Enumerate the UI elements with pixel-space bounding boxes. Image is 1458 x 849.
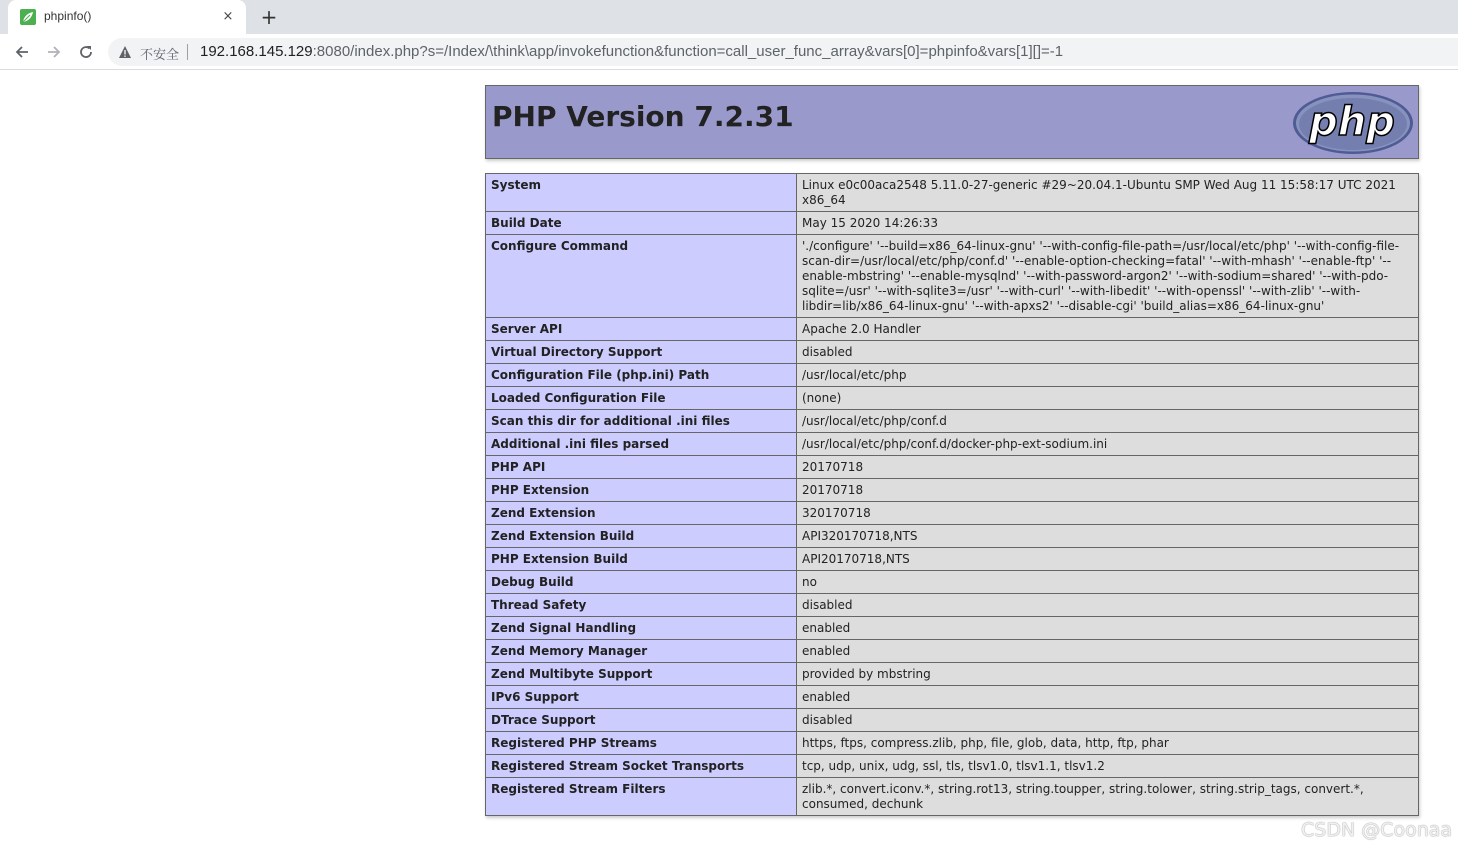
setting-name: Build Date bbox=[486, 212, 797, 235]
php-logo[interactable] bbox=[1292, 91, 1414, 155]
setting-name: Additional .ini files parsed bbox=[486, 433, 797, 456]
watermark: CSDN @Coonaa bbox=[1301, 819, 1453, 841]
setting-name: Zend Extension bbox=[486, 502, 797, 525]
setting-name: System bbox=[486, 174, 797, 212]
reload-button[interactable] bbox=[74, 40, 98, 64]
setting-name: Thread Safety bbox=[486, 594, 797, 617]
table-row bbox=[486, 571, 1419, 594]
url-path: :8080/index.php?s=/Index/\think\app/invokefunction&function=call_user_func_array&vars[0]=phpinfo&vars[1][]=-1 bbox=[312, 43, 1064, 60]
setting-value: zlib.*, convert.iconv.*, string.rot13, string.toupper, string.tolower, string.strip_tags, convert.*, consumed, dechunk bbox=[797, 778, 1419, 816]
address-bar[interactable] bbox=[108, 38, 1458, 66]
setting-name: Zend Multibyte Support bbox=[486, 663, 797, 686]
setting-name: Virtual Directory Support bbox=[486, 341, 797, 364]
table-row bbox=[486, 235, 1419, 318]
table-row bbox=[486, 525, 1419, 548]
close-icon[interactable]: × bbox=[222, 8, 234, 24]
table-row bbox=[486, 617, 1419, 640]
setting-name: Registered Stream Filters bbox=[486, 778, 797, 816]
setting-name: PHP Extension Build bbox=[486, 548, 797, 571]
setting-value: /usr/local/etc/php/conf.d bbox=[797, 410, 1419, 433]
php-logo-text: php bbox=[1309, 99, 1395, 145]
table-row bbox=[486, 433, 1419, 456]
setting-value: tcp, udp, unix, udg, ssl, tls, tlsv1.0, tlsv1.1, tlsv1.2 bbox=[797, 755, 1419, 778]
url-text[interactable] bbox=[200, 43, 1063, 60]
setting-value: 320170718 bbox=[797, 502, 1419, 525]
phpinfo-table-body bbox=[486, 174, 1419, 816]
setting-value: enabled bbox=[797, 617, 1419, 640]
phpinfo-content bbox=[485, 85, 1419, 811]
setting-value: /usr/local/etc/php bbox=[797, 364, 1419, 387]
tab-phpinfo[interactable] bbox=[8, 0, 246, 34]
setting-name: Configuration File (php.ini) Path bbox=[486, 364, 797, 387]
setting-name: Registered PHP Streams bbox=[486, 732, 797, 755]
table-row bbox=[486, 594, 1419, 617]
address-separator bbox=[187, 44, 188, 60]
table-row bbox=[486, 174, 1419, 212]
warning-triangle-icon bbox=[118, 45, 132, 59]
leaf-icon bbox=[20, 9, 36, 25]
setting-value: enabled bbox=[797, 640, 1419, 663]
setting-name: Registered Stream Socket Transports bbox=[486, 755, 797, 778]
setting-name: Configure Command bbox=[486, 235, 797, 318]
setting-name: Zend Memory Manager bbox=[486, 640, 797, 663]
setting-value: disabled bbox=[797, 709, 1419, 732]
setting-value: disabled bbox=[797, 341, 1419, 364]
table-row bbox=[486, 778, 1419, 816]
setting-value: disabled bbox=[797, 594, 1419, 617]
setting-value: './configure' '--build=x86_64-linux-gnu' '--with-config-file-path=/usr/local/etc/php' '--with-config-file-scan-dir=/usr/local/etc/php/conf.d' '--enable-option-checking=fatal' '--with-mhash' '--enable-ftp' '--enable-mbstring' '--enable-mysqlnd' '--with-password-argon2' '--with-sodium=shared' '--with-pdo-sqlite=/usr' '--with-sqlite3=/usr' '--with-curl' '--with-libedit' '--with-openssl' '--with-zlib' '--with-libdir=lib/x86_64-linux-gnu' '--with-apxs2' '--disable-cgi' 'build_alias=x86_64-linux-gnu' bbox=[797, 235, 1419, 318]
table-row bbox=[486, 502, 1419, 525]
table-row bbox=[486, 686, 1419, 709]
reload-icon bbox=[77, 43, 95, 61]
table-row bbox=[486, 548, 1419, 571]
setting-value: May 15 2020 14:26:33 bbox=[797, 212, 1419, 235]
table-row bbox=[486, 410, 1419, 433]
tab-strip bbox=[0, 0, 1458, 34]
arrow-right-icon bbox=[45, 43, 63, 61]
setting-name: DTrace Support bbox=[486, 709, 797, 732]
table-row bbox=[486, 212, 1419, 235]
url-host: 192.168.145.129 bbox=[200, 43, 313, 60]
table-row bbox=[486, 387, 1419, 410]
table-row bbox=[486, 663, 1419, 686]
phpinfo-table bbox=[485, 173, 1419, 816]
arrow-left-icon bbox=[13, 43, 31, 61]
browser-toolbar bbox=[0, 34, 1458, 70]
page-title: PHP Version 7.2.31 bbox=[492, 100, 794, 133]
setting-value: Apache 2.0 Handler bbox=[797, 318, 1419, 341]
setting-name: Zend Signal Handling bbox=[486, 617, 797, 640]
table-row bbox=[486, 341, 1419, 364]
table-row bbox=[486, 456, 1419, 479]
table-row bbox=[486, 364, 1419, 387]
setting-value: 20170718 bbox=[797, 479, 1419, 502]
forward-button[interactable] bbox=[42, 40, 66, 64]
tab-title: phpinfo() bbox=[44, 9, 92, 23]
setting-name: Scan this dir for additional .ini files bbox=[486, 410, 797, 433]
table-row bbox=[486, 479, 1419, 502]
setting-value: no bbox=[797, 571, 1419, 594]
setting-value: API20170718,NTS bbox=[797, 548, 1419, 571]
setting-value: (none) bbox=[797, 387, 1419, 410]
setting-name: IPv6 Support bbox=[486, 686, 797, 709]
setting-name: Zend Extension Build bbox=[486, 525, 797, 548]
back-button[interactable] bbox=[10, 40, 34, 64]
table-row bbox=[486, 640, 1419, 663]
new-tab-button[interactable]: + bbox=[260, 5, 278, 29]
table-row bbox=[486, 318, 1419, 341]
setting-name: PHP Extension bbox=[486, 479, 797, 502]
php-version-header bbox=[485, 85, 1419, 159]
setting-name: Debug Build bbox=[486, 571, 797, 594]
setting-name: PHP API bbox=[486, 456, 797, 479]
table-row bbox=[486, 755, 1419, 778]
setting-name: Server API bbox=[486, 318, 797, 341]
setting-name: Loaded Configuration File bbox=[486, 387, 797, 410]
table-row bbox=[486, 732, 1419, 755]
setting-value: /usr/local/etc/php/conf.d/docker-php-ext-sodium.ini bbox=[797, 433, 1419, 456]
setting-value: Linux e0c00aca2548 5.11.0-27-generic #29~20.04.1-Ubuntu SMP Wed Aug 11 15:58:17 UTC 2021 x86_64 bbox=[797, 174, 1419, 212]
setting-value: provided by mbstring bbox=[797, 663, 1419, 686]
setting-value: 20170718 bbox=[797, 456, 1419, 479]
setting-value: https, ftps, compress.zlib, php, file, glob, data, http, ftp, phar bbox=[797, 732, 1419, 755]
setting-value: enabled bbox=[797, 686, 1419, 709]
security-label[interactable]: 不安全 bbox=[140, 48, 180, 63]
table-row bbox=[486, 709, 1419, 732]
setting-value: API320170718,NTS bbox=[797, 525, 1419, 548]
